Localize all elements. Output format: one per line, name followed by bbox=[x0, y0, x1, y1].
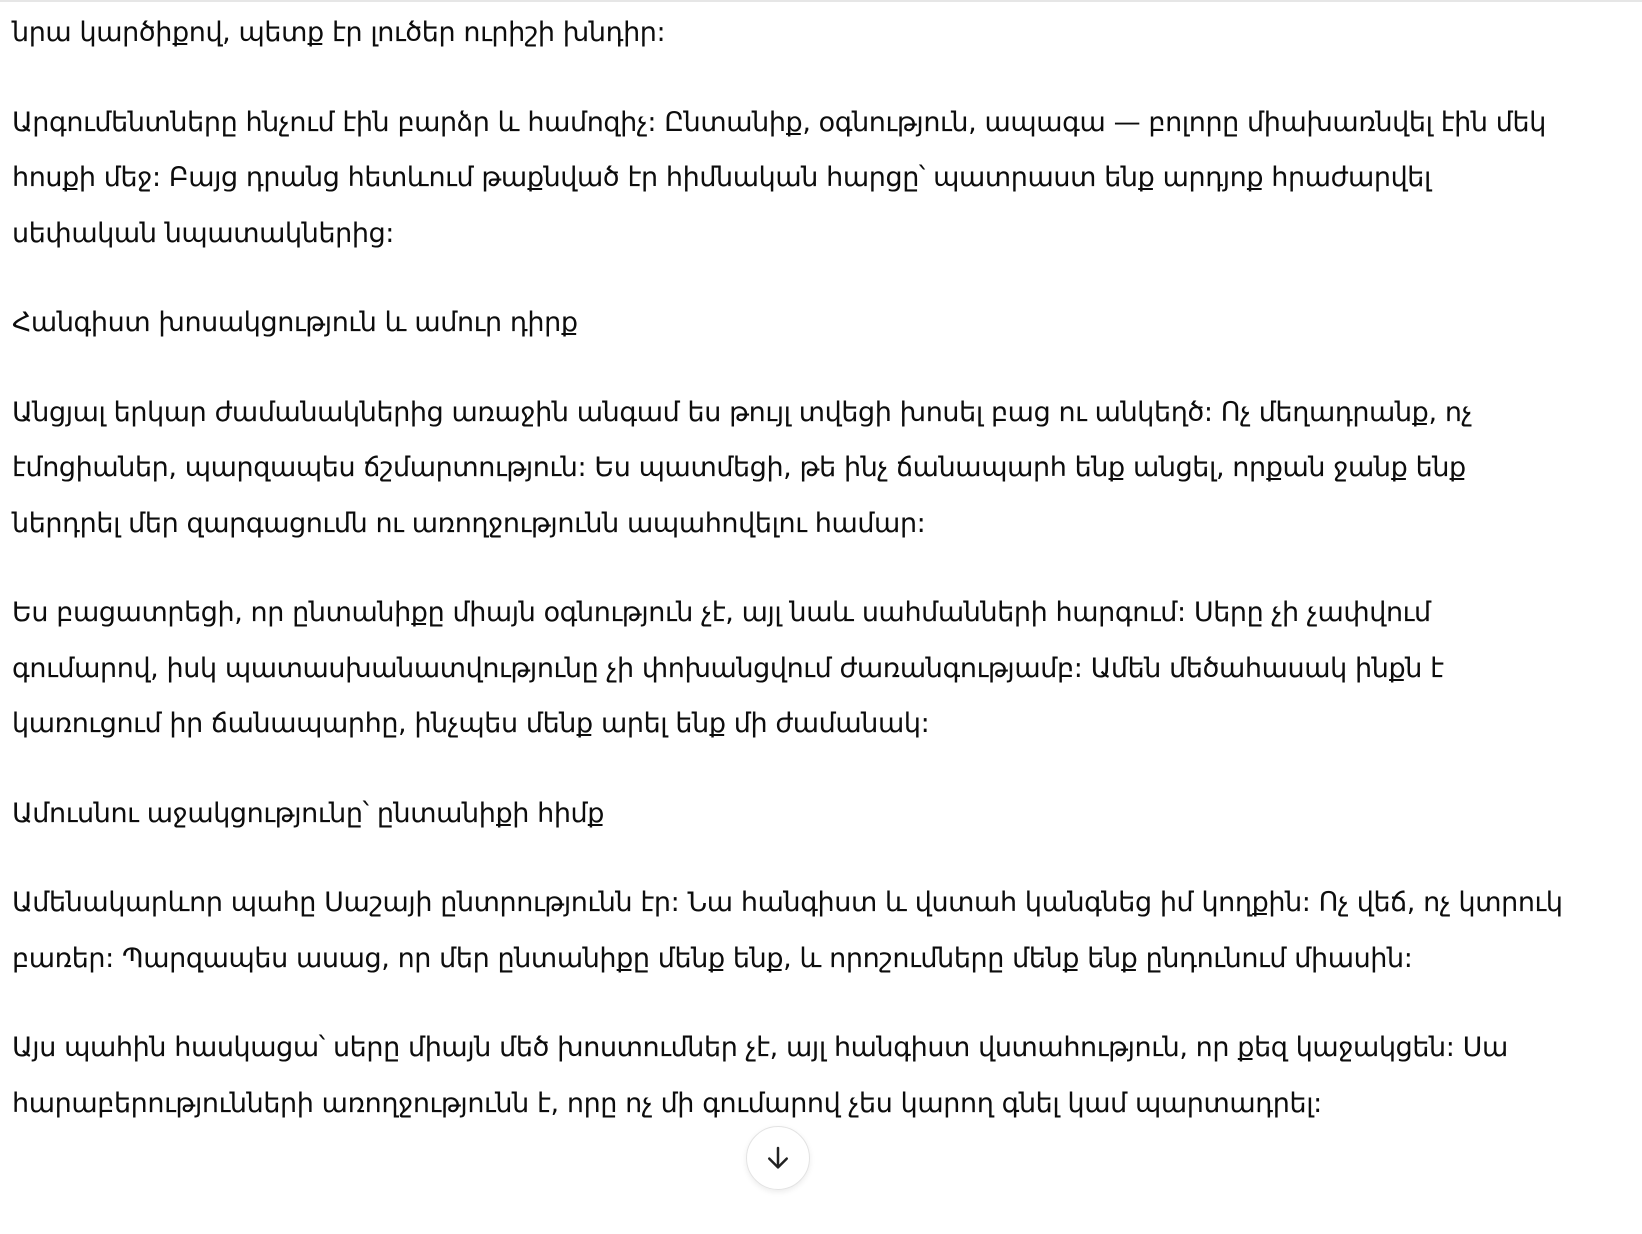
scroll-to-bottom-button[interactable] bbox=[746, 1126, 810, 1190]
paragraph: Ամենակարևոր պահը Սաշայի ընտրությունն էր: Նա հանգիստ և վստահ կանգնեց իմ կողքին: Ոչ վեճ, ոչ կտրուկ բառեր: Պարզապես ասաց, որ մեր ընտանիքը մենք ենք, և որոշումները մենք ենք ընդունում միասին: bbox=[12, 887, 1563, 974]
paragraph: Այս պահին հասկացա՝ սերը միայն մեծ խոստումներ չէ, այլ հանգիստ վստահություն, որ քեզ կաջակցեն: Սա հարաբերությունների առողջությունն է, որը ոչ մի գումարով չես կարող գնել կամ պարտադրել: bbox=[12, 1032, 1508, 1119]
paragraph: Արգումենտները հնչում էին բարձր և համոզիչ: Ընտանիք, օգնություն, ապագա — բոլորը միախառնվել էին մեկ հոսքի մեջ: Բայց դրանց հետևում թաքնված էր հիմնական հարցը՝ պատրաստ ենք արդյոք հրաժարվել սեփական նպատակներից: bbox=[12, 106, 1546, 249]
top-divider bbox=[0, 0, 1642, 2]
arrow-down-icon bbox=[763, 1143, 793, 1173]
article-content bbox=[12, 5, 1577, 1165]
paragraph: նրա կարծիքով, պետք էր լուծեր ուրիշի խնդիր: bbox=[12, 17, 666, 48]
paragraph: Ես բացատրեցի, որ ընտանիքը միայն օգնություն չէ, այլ նաև սահմանների հարգում: Սերը չի չափվում գումարով, իսկ պատասխանատվությունը չի փոխանցվում ժառանգությամբ: Ամեն մեծահասակ ինքն է կառուցում իր ճանապարհը, ինչպես մենք արել ենք մի ժամանակ: bbox=[12, 597, 1444, 739]
section-heading: Հանգիստ խոսակցություն և ամուր դիրք bbox=[12, 307, 578, 338]
paragraph: Անցյալ երկար ժամանակներից առաջին անգամ ես թույլ տվեցի խոսել բաց ու անկեղծ: Ոչ մեղադրանք, ոչ էմոցիաներ, պարզապես ճշմարտություն: Ես պատմեցի, թե ինչ ճանապարհ ենք անցել, որքան ջանք ենք ներդրել մեր զարգացումն ու առողջությունն ապահովելու համար: bbox=[12, 396, 1473, 539]
section-heading: Ամուսնու աջակցությունը՝ ընտանիքի հիմք bbox=[12, 797, 605, 829]
